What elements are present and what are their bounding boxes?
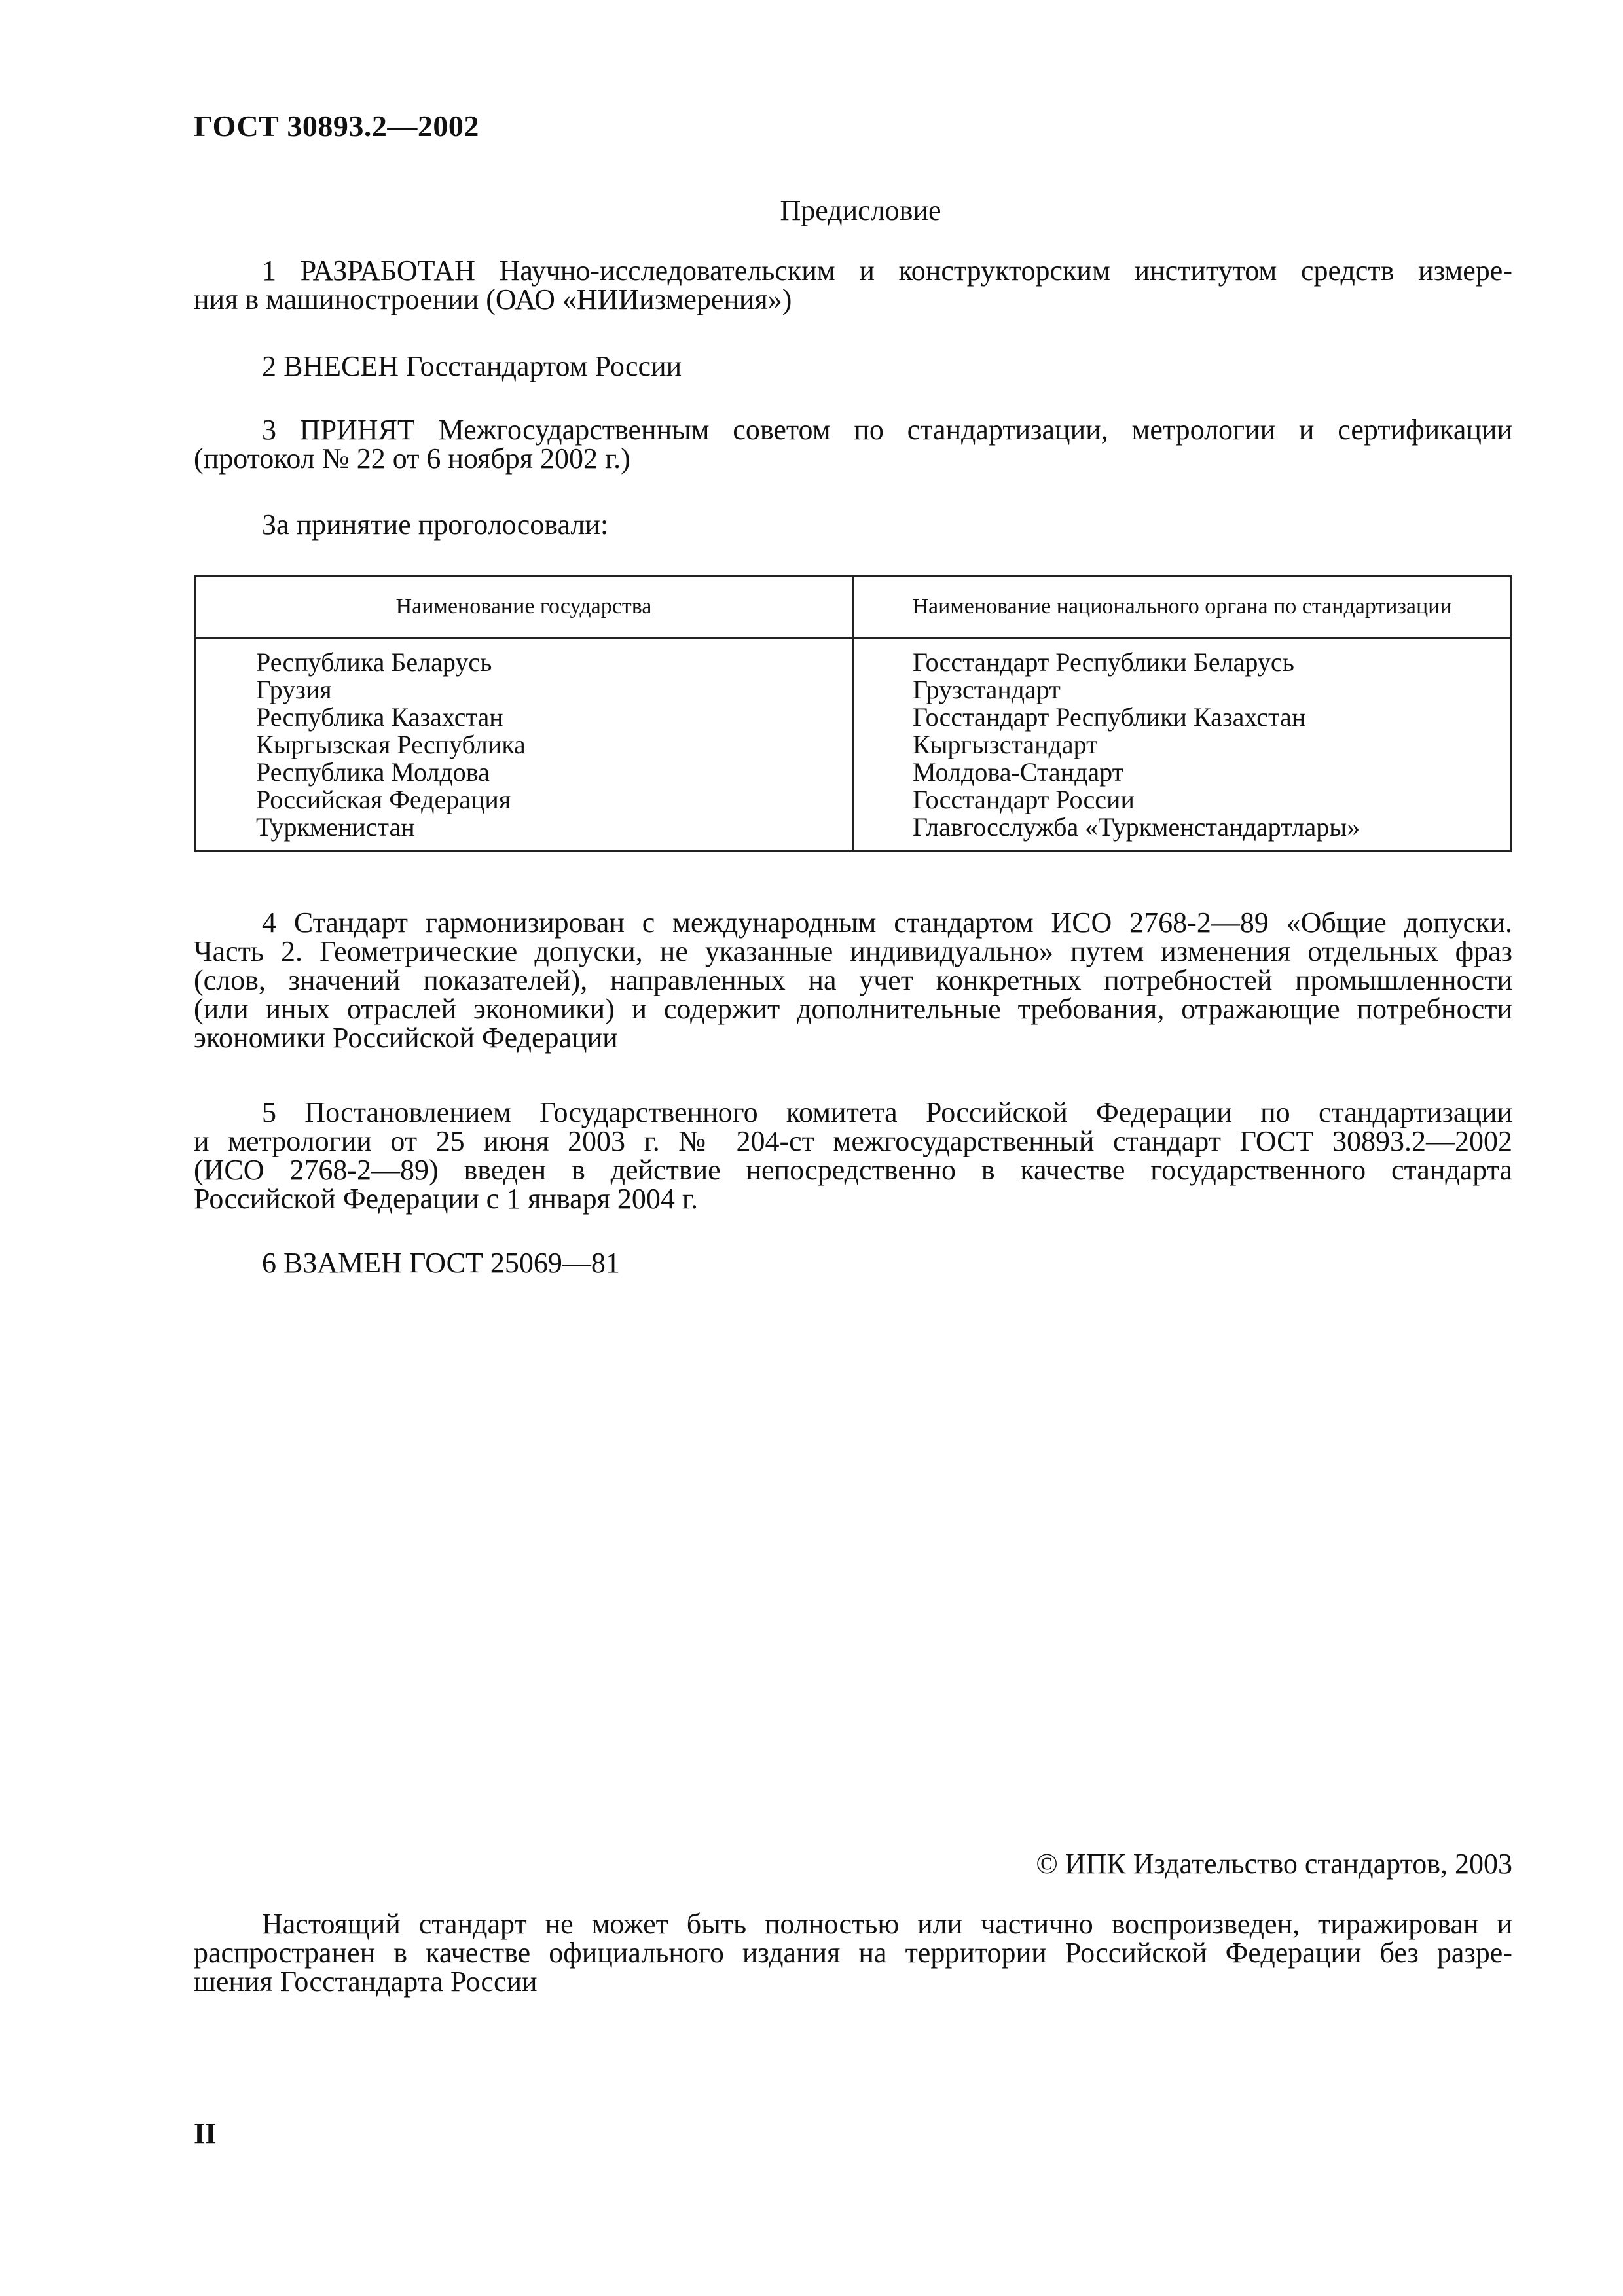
item-5-enacted: 5 Постановлением Государственного комитета Российской Федерации по стандартизации и метрологии от 25 июня 2003 г. № 204-ст межгосударственный стандарт ГОСТ 30893.2—2002 (ИСО 2768-2—89) введен в действие непосредственно в качестве государственного стандарта Российской Федерации с 1 января 2004 г.: [194, 1096, 1512, 1215]
voted-intro: За принятие проголосовали:: [262, 509, 609, 541]
bodies-list: [913, 649, 1360, 841]
item-2-introduced: 2 ВНЕСЕН Госстандартом России: [262, 350, 682, 382]
state-row: Республика Молдова: [256, 757, 490, 787]
page-number: II: [194, 2117, 217, 2149]
state-row: Российская Федерация: [256, 785, 511, 814]
column-header-state: Наименование государства: [395, 594, 652, 619]
document-code: ГОСТ 30893.2—2002: [194, 109, 479, 143]
body-row: Главгосслужба «Туркменстандартлары»: [913, 812, 1360, 842]
state-row: Грузия: [256, 675, 332, 704]
body-row: Грузстандарт: [913, 675, 1061, 704]
state-row: Туркменистан: [256, 812, 415, 842]
state-row: Республика Казахстан: [256, 702, 503, 732]
state-row: Республика Беларусь: [256, 647, 492, 677]
state-row: Кыргызская Республика: [256, 730, 526, 759]
body-row: Молдова-Стандарт: [913, 757, 1124, 787]
body-row: Госстандарт Республики Беларусь: [913, 647, 1294, 677]
column-header-body: Наименование национального органа по стандартизации: [912, 594, 1452, 619]
body-row: Госстандарт России: [913, 785, 1135, 814]
voting-table: [194, 575, 1512, 852]
reproduction-notice: Настоящий стандарт не может быть полностью или частично воспроизведен, тиражирован и распространен в качестве официального издания на территории Российской Федерации без разре- шения Госстандарта России: [194, 1908, 1512, 1998]
item-6-replaces: 6 ВЗАМЕН ГОСТ 25069—81: [262, 1247, 620, 1279]
foreword-title: Предисловие: [780, 194, 941, 226]
copyright-line: © ИПК Издательство стандартов, 2003: [1036, 1848, 1512, 1880]
body-row: Госстандарт Республики Казахстан: [913, 702, 1306, 732]
body-row: Кыргызстандарт: [913, 730, 1098, 759]
item-4-harmonized: 4 Стандарт гармонизирован с международным стандартом ИСО 2768-2—89 «Общие допуски. Часть 2. Геометрические допуски, не указанные индивидуально» путем изменения отдельных фраз (слов, значений показателей), направленных на учет конкретных потребностей промышленности (или иных отраслей экономики) и содержит дополнительные требования, отражающие потребности экономики Российской Федерации: [194, 906, 1512, 1054]
column-divider: [852, 577, 854, 850]
states-list: [256, 649, 526, 841]
item-3-adopted: 3 ПРИНЯТ Межгосударственным советом по стандартизации, метрологии и сертификации (протокол № 22 от 6 ноября 2002 г.): [194, 414, 1512, 475]
item-1-developed: 1 РАЗРАБОТАН Научно-исследовательским и конструкторским институтом средств измере- ния в машиностроении (ОАО «НИИизмерения»): [194, 255, 1512, 315]
